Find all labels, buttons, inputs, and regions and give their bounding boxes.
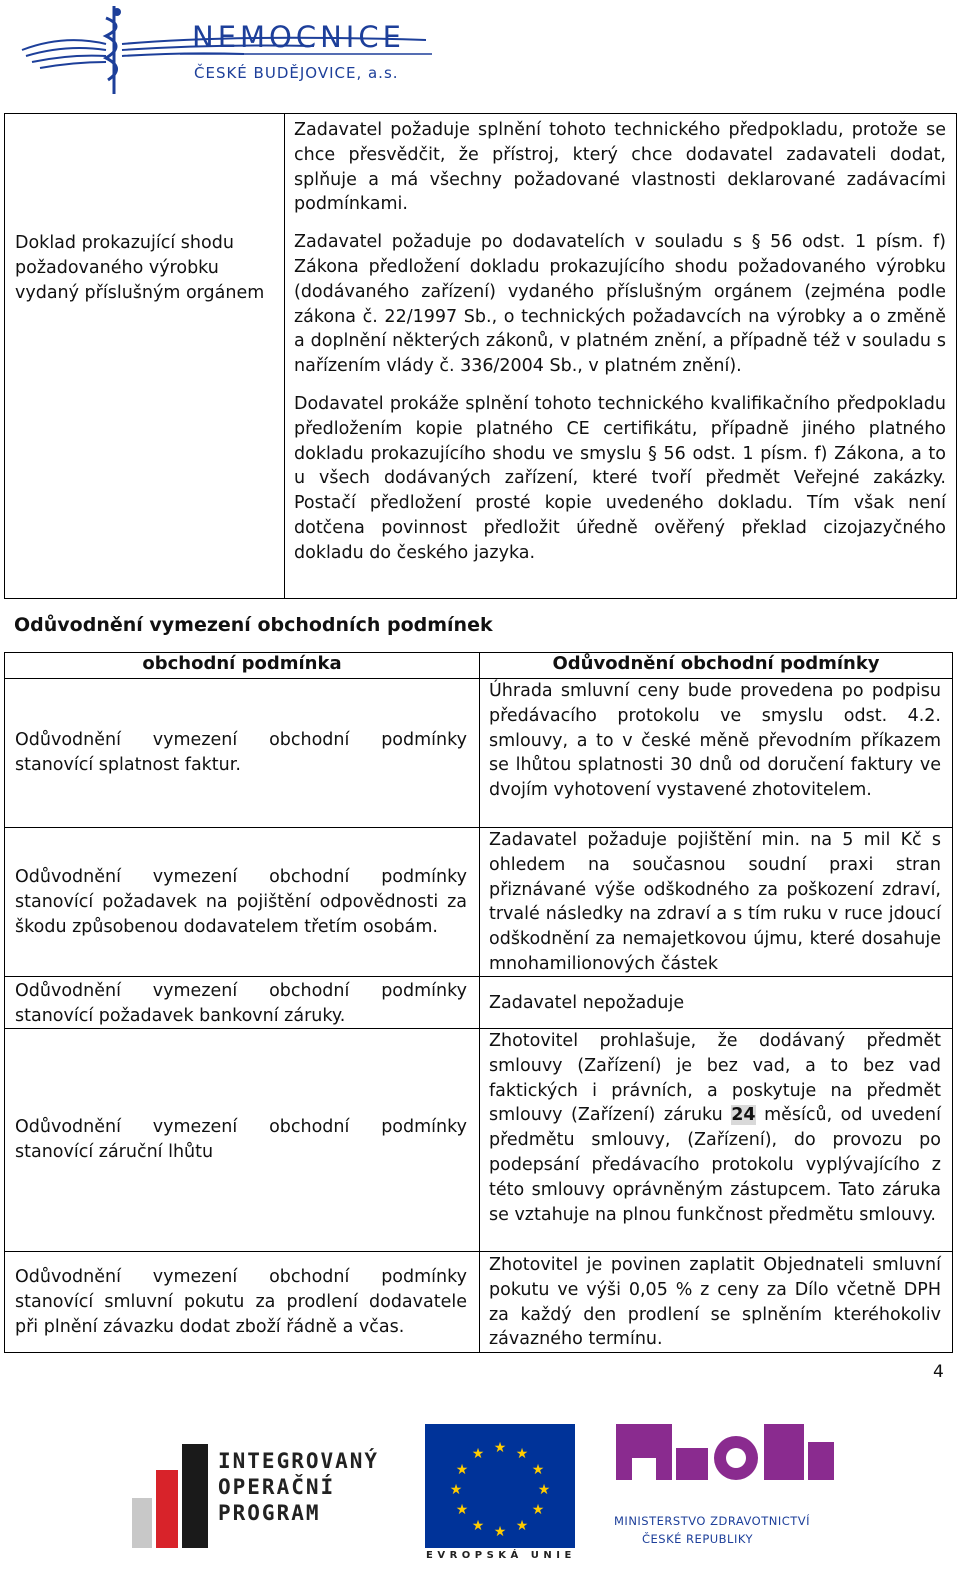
iop-mark-icon	[130, 1440, 220, 1555]
svg-text:★: ★	[493, 1440, 507, 1456]
ministry-subtitle: ČESKÉ REPUBLIKY	[642, 1532, 754, 1546]
column-header-condition: obchodní podmínka	[142, 653, 342, 674]
qualification-label: Doklad prokazující shodu požadovaného výrobku vydaný příslušným orgánem	[15, 233, 265, 303]
svg-text:★: ★	[531, 1502, 545, 1518]
hospital-logo	[14, 4, 444, 96]
table-row-justification: Zadavatel nepožaduje	[489, 993, 685, 1013]
eu-flag	[425, 1424, 575, 1564]
qualification-table	[4, 113, 957, 599]
table-divider	[284, 114, 285, 598]
svg-text:★: ★	[531, 1462, 545, 1478]
paragraph: Zadavatel požaduje po dodavatelích v souladu s § 56 odst. 1 písm. f) Zákona předložení dokladu prokazujícího shodu požadovaného výrobku (dodávaného zařízení) vydaného příslušným orgánem (zejména podle zákona č. 22/1997 Sb., o technických požadavcích na výrobky a o změně a doplnění některých zákonů, v platném znění, a případně též v souladu s nařízením vlády č. 336/2004 Sb., v platném znění).	[294, 232, 946, 377]
warranty-text-end: měsíců, od uvedení předmětu smlouvy, (Zařízení), do provozu po podepsání předávacího protokolu vyplývajícího z této smlouvy oprávněným zástupcem. Tato záruka se vztahuje na plnou funkčnost předmětu smlouvy.	[489, 1105, 941, 1225]
table-row-condition: Odůvodnění vymezení obchodní podmínky stanovící záruční lhůtu	[15, 1117, 467, 1162]
section-heading: Odůvodnění vymezení obchodních podmínek	[14, 614, 493, 636]
page-number: 4	[933, 1362, 944, 1382]
qualification-description	[294, 118, 946, 579]
row-divider	[5, 1251, 952, 1252]
column-divider	[479, 653, 480, 1352]
eu-label: EVROPSKÁ UNIE	[426, 1550, 576, 1561]
table-row-condition: Odůvodnění vymezení obchodní podmínky stanovící požadavek na pojištění odpovědnosti za škodu způsobenou dodavatelem třetím osobám.	[15, 867, 467, 937]
eu-flag-icon	[425, 1424, 575, 1548]
iop-text	[218, 1448, 379, 1526]
warranty-text-start: Zhotovitel prohlašuje, že dodávaný předmět smlouvy (Zařízení) je bez vad, a to bez vad faktických i právních, a poskytuje na předmět smlouvy (Zařízení) záruku	[489, 1031, 941, 1126]
svg-text:★: ★	[537, 1482, 551, 1498]
table-row-justification: Zhotovitel je povinen zaplatit Objednateli smluvní pokutu ve výši 0,05 % z ceny za Dílo včetně DPH za každý den prodlení se splněním kteréhokoliv závazného termínu.	[489, 1255, 941, 1350]
ministry-emblem-icon	[610, 1418, 840, 1510]
table-row-condition: Odůvodnění vymezení obchodní podmínky stanovící smluvní pokutu za prodlení dodavatele při plnění závazku dodat zboží řádně a včas.	[15, 1267, 467, 1337]
svg-text:★: ★	[455, 1462, 469, 1478]
conditions-table	[4, 652, 953, 1353]
column-header-justification: Odůvodnění obchodní podmínky	[552, 653, 880, 674]
ministry-name: MINISTERSTVO ZDRAVOTNICTVÍ	[614, 1514, 811, 1528]
table-row-condition: Odůvodnění vymezení obchodní podmínky stanovící splatnost faktur.	[15, 730, 467, 775]
iop-line: INTEGROVANÝ	[218, 1449, 380, 1473]
warranty-months-highlight: 24	[731, 1105, 756, 1126]
iop-line: OPERAČNÍ	[218, 1475, 336, 1499]
svg-text:★: ★	[515, 1446, 529, 1462]
svg-text:★: ★	[449, 1482, 463, 1498]
table-row-justification: Zadavatel požaduje pojištění min. na 5 mil Kč s ohledem na současnou soudní praxi stran přiznávané výše odškodného za poškození zdraví, trvalé následky na zdraví a s tím ruku v ruce jdoucí odškodnění za nemajetkovou újmu, které dosahuje mnohamilionových částek	[489, 830, 941, 974]
svg-text:★: ★	[471, 1518, 485, 1534]
svg-text:★: ★	[493, 1524, 507, 1540]
svg-text:★: ★	[471, 1446, 485, 1462]
iop-line: PROGRAM	[218, 1501, 321, 1525]
svg-text:★: ★	[455, 1502, 469, 1518]
table-row-condition: Odůvodnění vymezení obchodní podmínky stanovící požadavek bankovní záruky.	[15, 981, 467, 1026]
table-row-justification	[489, 1029, 941, 1227]
logo-subtitle: ČESKÉ BUDĚJOVICE, a.s.	[194, 64, 399, 82]
svg-text:★: ★	[515, 1518, 529, 1534]
logo-title: NEMOCNICE	[192, 20, 405, 54]
iop-logo	[130, 1440, 390, 1555]
paragraph: Dodavatel prokáže splnění tohoto technického kvalifikačního předpokladu předložením kopie platného CE certifikátu, případně jiného platného dokladu prokazujícího shodu ve smyslu § 56 odst. 1 písm. f) Zákona, a to u všech dodávaných zařízení, které tvoří předmět Veřejné zakázky. Postačí předložení prosté kopie uvedeného dokladu. Tím však není dotčena povinnost předložit úředně ověřený překlad cizojazyčného dokladu do českého jazyka.	[294, 393, 946, 563]
table-row-justification: Úhrada smluvní ceny bude provedena po podpisu předávacího protokolu ve smyslu odst. 4.2. smlouvy, a to v české měně převodním příkazem se lhůtou splatnosti 30 dnů od doručení faktury ve dvojím vyhotovení vystavené zhotovitelem.	[489, 681, 941, 801]
paragraph: Zadavatel požaduje splnění tohoto technického předpokladu, protože se chce přesvědčit, že přístroj, který chce dodavatel zadavateli dodat, splňuje a má všechny požadované vlastnosti deklarované zadávacími podmínkami.	[294, 120, 946, 215]
